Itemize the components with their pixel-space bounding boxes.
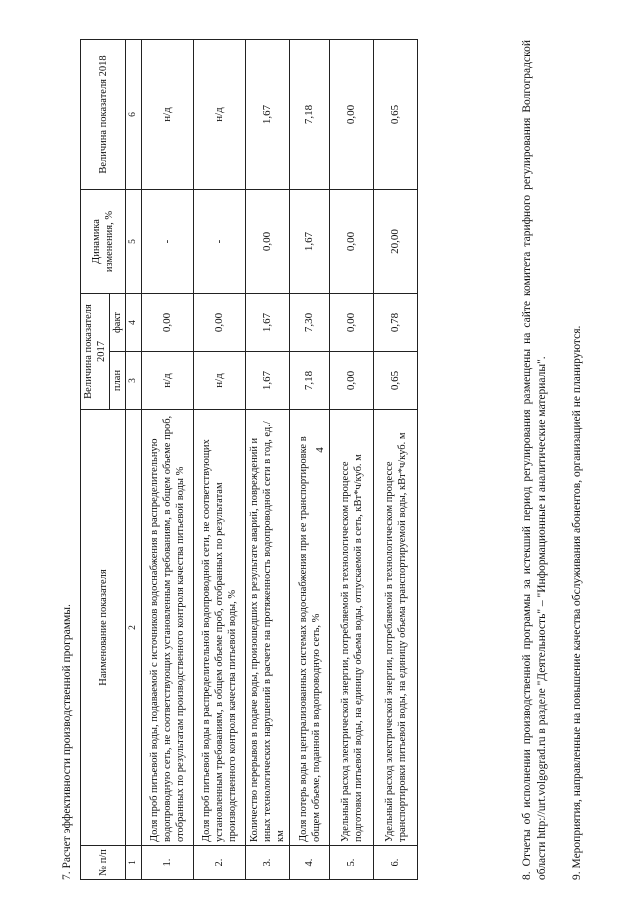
- value-fact-2017: 0,78: [374, 294, 418, 352]
- indicator-name: Доля проб питьевой воды в распределительной водопроводной сети, не соответствующих установленным требованиям, в общем объеме проб, отобранных по результатам производственного контроля качества питьевой воды, %: [194, 410, 246, 846]
- index-cell: 3: [126, 352, 142, 410]
- table-row: [142, 40, 194, 880]
- indicator-name: Доля потерь воды в централизованных системах водоснабжения при ее транспортировке в общем объеме, поданной в водопроводную сеть, %: [290, 410, 330, 846]
- table-row: [290, 40, 330, 880]
- value-fact-2017: 0,00: [194, 294, 246, 352]
- value-fact-2017: 0,00: [330, 294, 374, 352]
- header-num: № п/п: [81, 846, 126, 880]
- dynamics-percent: 1,67: [290, 190, 330, 294]
- header-value-2017: Величина показателя 2017: [81, 294, 110, 410]
- row-number: 4.: [290, 846, 330, 880]
- dynamics-percent: 0,00: [330, 190, 374, 294]
- rotated-document-page: [40, 20, 600, 880]
- index-cell: 6: [126, 40, 142, 190]
- header-plan: план: [110, 352, 126, 410]
- value-fact-2017: 7,30: [290, 294, 330, 352]
- value-plan-2017: 1,67: [246, 352, 290, 410]
- value-2018: н/д: [194, 40, 246, 190]
- value-fact-2017: 1,67: [246, 294, 290, 352]
- row-number: 1.: [142, 846, 194, 880]
- indicator-name: Доля проб питьевой воды, подаваемой с источников водоснабжения в распределительную водопроводную сеть, не соответствующих установленным требованиям, в общем объеме проб, отобранных по результатам производственного контроля качества питьевой воды %: [142, 410, 194, 846]
- value-plan-2017: 7,18: [290, 352, 330, 410]
- header-fact: факт: [110, 294, 126, 352]
- indicator-name: Удельный расход электрической энергии, потребляемой в технологическом процессе подготовки питьевой воды, на единицу объема воды, отпускаемой в сеть, кВт*ч/куб. м: [330, 410, 374, 846]
- table-row: [246, 40, 290, 880]
- indicator-name: Количество перерывов в подаче воды, произошедших в результате аварий, повреждений и иных технологических нарушений в расчете на протяженность водопроводной сети в год, ед./км: [246, 410, 290, 846]
- page-number: 4: [314, 447, 326, 453]
- value-2018: 1,67: [246, 40, 290, 190]
- value-fact-2017: 0,00: [142, 294, 194, 352]
- efficiency-table: [80, 39, 418, 880]
- dynamics-percent: 20,00: [374, 190, 418, 294]
- table-row: [374, 40, 418, 880]
- value-2018: н/д: [142, 40, 194, 190]
- table-row: [330, 40, 374, 880]
- section-7-heading: 7. Расчет эффективности производственной программы.: [61, 604, 73, 880]
- index-cell: 2: [126, 410, 142, 846]
- dynamics-percent: -: [142, 190, 194, 294]
- table-header-row: [81, 40, 110, 880]
- header-value-2018: Величина показателя 2018: [81, 40, 126, 190]
- header-dynamics: Динамика изменения, %: [81, 190, 126, 294]
- value-2018: 0,65: [374, 40, 418, 190]
- row-number: 5.: [330, 846, 374, 880]
- index-cell: 4: [126, 294, 142, 352]
- section-9-paragraph: 9. Мероприятия, направленные на повышение качества обслуживания абонентов, организацией не планируются.: [571, 325, 583, 880]
- section-8-paragraph: 8. Отчеты об исполнении производственной программы за истекший период регулирования размещены на сайте комитета тарифного регулирования Волгоградской области http://urt.volgograd.ru в разделе "Деятельность" – "Информационные и аналитические материалы".: [521, 40, 548, 880]
- header-name: Наименование показателя: [81, 410, 126, 846]
- table-body: [142, 40, 418, 880]
- index-cell: 1: [126, 846, 142, 880]
- indicator-name: Удельный расход электрической энергии, потребляемой в технологическом процессе транспортировки питьевой воды, на единицу объема транспортируемой воды, кВт*ч/куб. м: [374, 410, 418, 846]
- table-row: [194, 40, 246, 880]
- row-number: 6.: [374, 846, 418, 880]
- index-cell: 5: [126, 190, 142, 294]
- value-plan-2017: н/д: [194, 352, 246, 410]
- value-plan-2017: н/д: [142, 352, 194, 410]
- row-number: 2.: [194, 846, 246, 880]
- dynamics-percent: 0,00: [246, 190, 290, 294]
- column-index-row: [126, 40, 142, 880]
- value-plan-2017: 0,00: [330, 352, 374, 410]
- value-2018: 7,18: [290, 40, 330, 190]
- value-2018: 0,00: [330, 40, 374, 190]
- dynamics-percent: -: [194, 190, 246, 294]
- row-number: 3.: [246, 846, 290, 880]
- value-plan-2017: 0,65: [374, 352, 418, 410]
